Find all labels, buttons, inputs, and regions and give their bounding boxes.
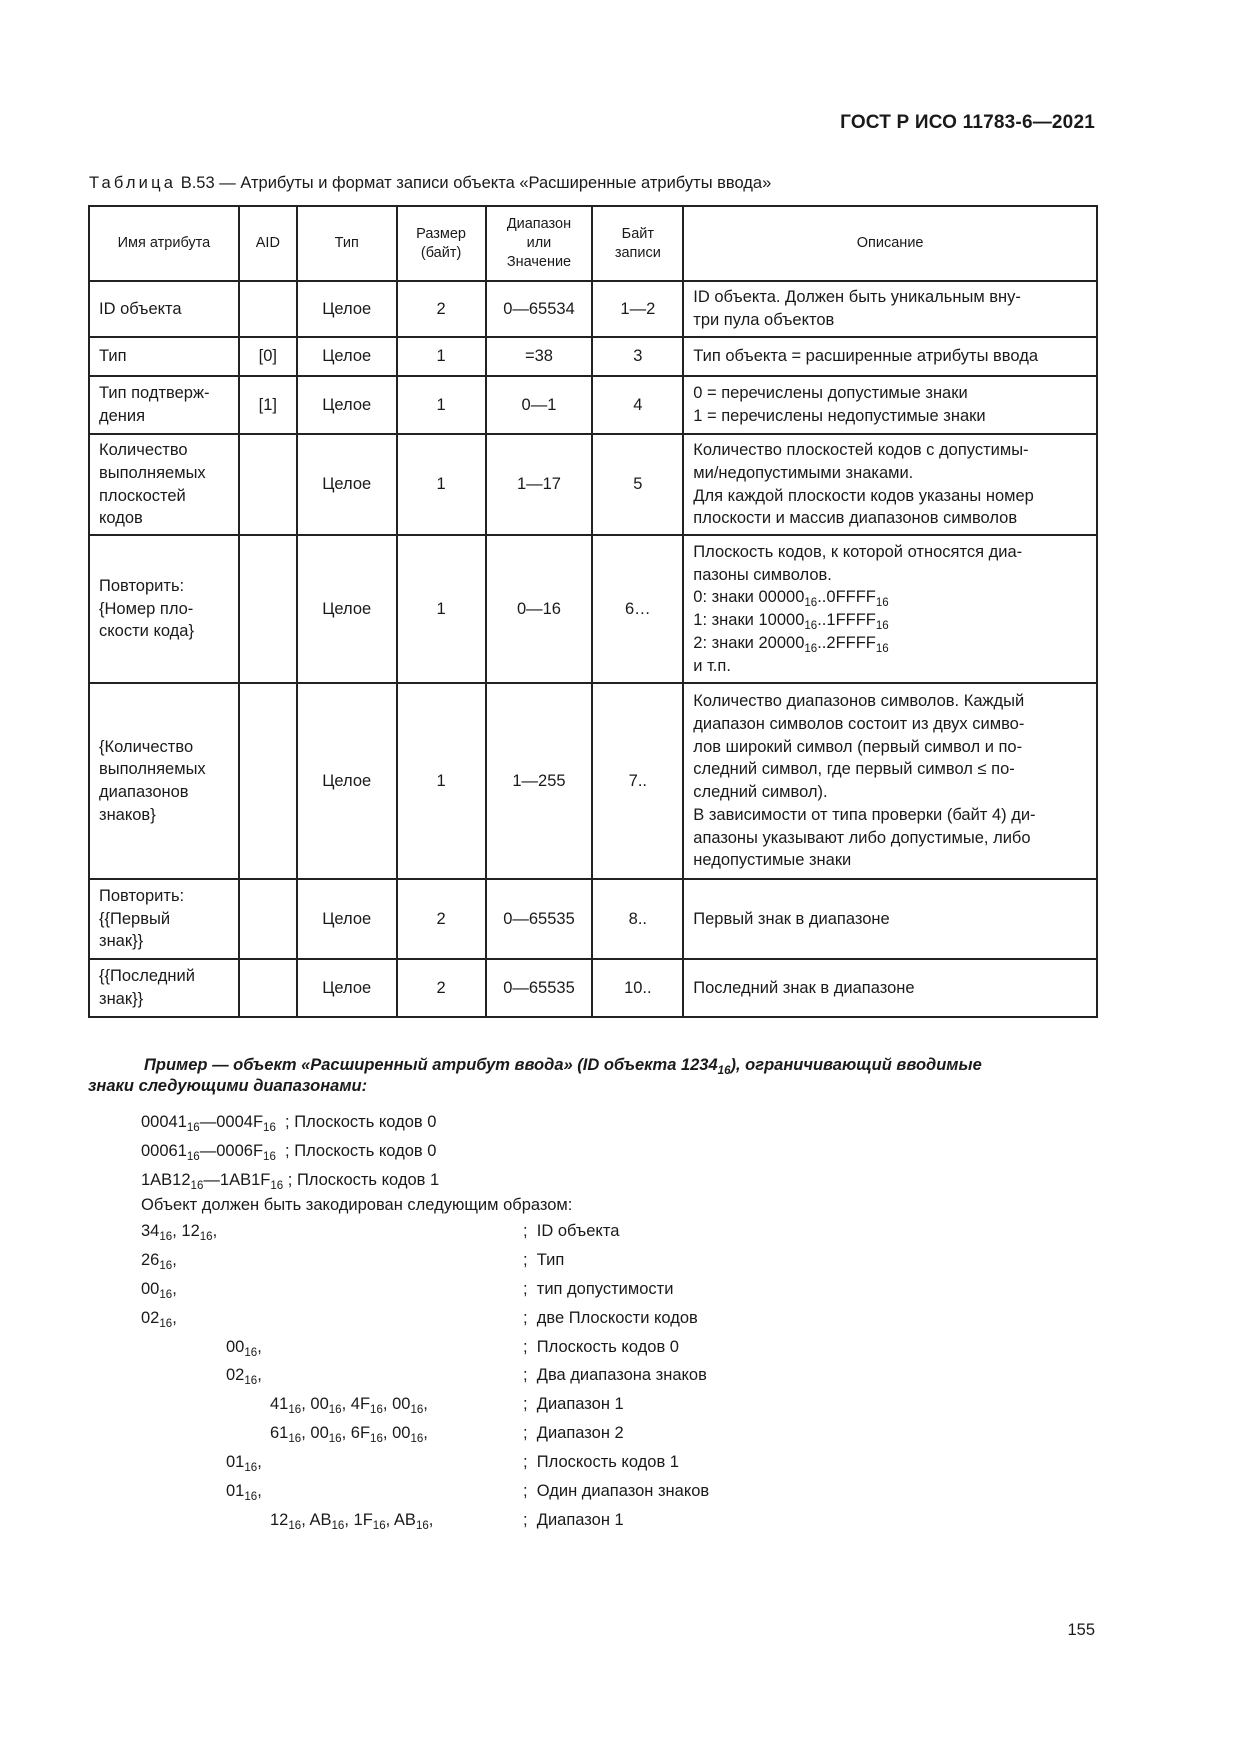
cell-line: три пула объектов xyxy=(693,311,835,329)
code-comment: ; ID объекта xyxy=(523,1222,620,1240)
cell-line: Количество диапазонов символов. Каждый xyxy=(693,692,1025,710)
cell-range: 1—255 xyxy=(486,683,593,879)
code-values: $12_{16}$, $AB_{16}$, $1F_{16}$, $AB_{16}$, xyxy=(270,1511,434,1533)
code-comment: ; Плоскость кодов 1 xyxy=(523,1453,679,1471)
code-plane-line: 1: знаки $10000_{16}..1FFFF_{16}$ xyxy=(693,611,889,633)
header-aid: AID xyxy=(239,206,297,281)
code-plane-line: 0: знаки $00000_{16}..0FFFF_{16}$ xyxy=(693,588,889,610)
range-line: $1AB12_{16}—1AB1F_{16}$ ; Плоскость кодов 1 xyxy=(141,1171,440,1193)
cell-line: диапазонов xyxy=(99,783,189,802)
cell-line: выполняемых xyxy=(99,463,206,482)
document-header: ГОСТ Р ИСО 11783-6—2021 xyxy=(840,112,1095,133)
cell-line: {{Последний xyxy=(99,967,195,986)
cell-line: 0 = перечислены допустимые знаки xyxy=(693,384,968,403)
cell-type: Целое xyxy=(297,337,397,376)
header-range-line: или xyxy=(526,235,552,252)
code-comment: ; Один диапазон знаков xyxy=(523,1482,710,1500)
code-comment: ; Диапазон 2 xyxy=(523,1424,624,1442)
cell-line: апазоны указывают либо допустимые, либо xyxy=(693,828,1031,847)
cell-aid: [1] xyxy=(239,376,297,434)
cell-line: выполняемых xyxy=(99,760,206,779)
header-size-line: Размер xyxy=(416,225,466,242)
cell-line: и т.п. xyxy=(693,656,731,675)
cell-aid xyxy=(239,959,297,1017)
cell-line: Повторить: xyxy=(99,886,185,905)
cell-size: 2 xyxy=(397,959,486,1017)
caption-label: Таблица xyxy=(89,174,177,192)
code-values: $41_{16}$, $00_{16}$, $4F_{16}$, $00_{16}$, xyxy=(270,1395,428,1417)
cell-size: 1 xyxy=(397,376,486,434)
range-line: $00061_{16}—0006F_{16}$ ; Плоскость кодов 0 xyxy=(141,1142,437,1164)
cell-size: 1 xyxy=(397,683,486,879)
table-row xyxy=(89,879,1097,959)
cell-byte: 1—2 xyxy=(592,281,683,337)
cell-byte: 5 xyxy=(592,434,683,535)
encode-text: Объект должен быть закодирован следующим образом: xyxy=(141,1196,573,1214)
cell-desc xyxy=(683,434,1097,535)
header-type: Тип xyxy=(297,206,397,281)
header-byte-line: записи xyxy=(614,244,661,261)
cell-range: 0—16 xyxy=(486,535,593,683)
cell-line: кодов xyxy=(99,509,143,528)
cell-aid xyxy=(239,434,297,535)
table-row xyxy=(89,434,1097,535)
cell-name xyxy=(89,959,239,1017)
cell-byte: 10.. xyxy=(592,959,683,1017)
cell-name xyxy=(89,376,239,434)
cell-range: 1—17 xyxy=(486,434,593,535)
cell-aid xyxy=(239,281,297,337)
cell-line: Повторить: xyxy=(99,576,185,595)
cell-aid: [0] xyxy=(239,337,297,376)
cell-line: недопустимые знаки xyxy=(693,851,852,870)
cell-type: Целое xyxy=(297,959,397,1017)
cell-line: знак}} xyxy=(99,932,144,951)
example-title xyxy=(88,1055,1098,1098)
code-comment: ; Диапазон 1 xyxy=(523,1395,624,1413)
cell-desc xyxy=(683,337,1097,376)
header-range-line: Диапазон xyxy=(506,216,572,233)
cell-byte: 7.. xyxy=(592,683,683,879)
cell-line: следний символ, где первый символ ≤ по- xyxy=(693,760,1015,779)
cell-range: 0—65535 xyxy=(486,959,593,1017)
table-caption xyxy=(89,174,771,193)
cell-line: Количество плоскостей кодов с допустимы- xyxy=(693,441,1029,459)
cell-line: скости кода} xyxy=(99,622,194,641)
cell-line: {Количество xyxy=(99,737,194,756)
cell-aid xyxy=(239,683,297,879)
code-comment: ; Два диапазона знаков xyxy=(523,1366,707,1384)
cell-size: 1 xyxy=(397,434,486,535)
cell-desc xyxy=(683,281,1097,337)
table-header-row xyxy=(89,206,1097,281)
table-row xyxy=(89,535,1097,683)
cell-type: Целое xyxy=(297,683,397,879)
cell-byte: 4 xyxy=(592,376,683,434)
cell-line: пазоны символов. xyxy=(693,565,832,584)
code-comment: ; Плоскость кодов 0 xyxy=(523,1338,679,1356)
cell-line: ID объекта. Должен быть уникальным вну- xyxy=(693,288,1021,307)
cell-line: дения xyxy=(99,407,146,425)
code-values: $00_{16}$, xyxy=(141,1280,177,1302)
cell-line: лов широкий символ (первый символ и по- xyxy=(693,737,1023,756)
example-title-line: знаки следующими диапазонами: xyxy=(88,1077,368,1096)
cell-desc xyxy=(683,683,1097,879)
header-byte-line: Байт xyxy=(621,225,654,242)
cell-line: ми/недопустимыми знаками. xyxy=(693,463,914,482)
code-values: $26_{16}$, xyxy=(141,1251,177,1273)
cell-line: плоскости и массив диапазонов символов xyxy=(693,509,1018,528)
caption-text: B.53 — Атрибуты и формат записи объекта «Расширенные атрибуты ввода» xyxy=(180,174,772,192)
cell-size: 2 xyxy=(397,281,486,337)
cell-desc xyxy=(683,959,1097,1017)
code-comment: ; тип допустимости xyxy=(523,1280,674,1298)
header-range xyxy=(486,206,593,281)
cell-line: знаков} xyxy=(99,805,156,824)
cell-name xyxy=(89,281,239,337)
cell-line: {Номер пло- xyxy=(99,599,194,618)
table-row xyxy=(89,376,1097,434)
cell-byte: 3 xyxy=(592,337,683,376)
cell-line: ID объекта xyxy=(99,299,182,318)
cell-line: Тип подтверж- xyxy=(99,384,210,403)
cell-line: {{Первый xyxy=(99,909,171,928)
range-line: $00041_{16}—0004F_{16}$ ; Плоскость кодов 0 xyxy=(141,1113,437,1135)
cell-name xyxy=(89,683,239,879)
cell-type: Целое xyxy=(297,434,397,535)
header-name: Имя атрибута xyxy=(89,206,239,281)
code-values: $01_{16}$, xyxy=(226,1482,262,1504)
cell-name xyxy=(89,337,239,376)
code-values: $02_{16}$, xyxy=(141,1309,177,1331)
attributes-table xyxy=(88,205,1098,1018)
code-values: $34_{16}$, $12_{16}$, xyxy=(141,1222,218,1244)
cell-byte: 8.. xyxy=(592,879,683,959)
cell-line: Для каждой плоскости кодов указаны номер xyxy=(693,486,1034,505)
cell-line: Тип объекта = расширенные атрибуты ввода xyxy=(693,347,1039,366)
cell-line: Последний знак в диапазоне xyxy=(693,978,915,997)
code-comment: ; Диапазон 1 xyxy=(523,1511,624,1529)
header-size-line: (байт) xyxy=(420,244,462,261)
cell-type: Целое xyxy=(297,535,397,683)
code-comment: ; Тип xyxy=(523,1251,565,1269)
cell-range: 0—65535 xyxy=(486,879,593,959)
cell-size: 1 xyxy=(397,535,486,683)
code-values: $00_{16}$, xyxy=(226,1338,262,1360)
cell-line: В зависимости от типа проверки (байт 4) ди- xyxy=(693,805,1036,824)
cell-line: следний символ). xyxy=(693,783,828,802)
code-values: $61_{16}$, $00_{16}$, $6F_{16}$, $00_{16}$, xyxy=(270,1424,428,1446)
header-byte xyxy=(592,206,683,281)
code-comment: ; две Плоскости кодов xyxy=(523,1309,698,1327)
cell-range: 0—1 xyxy=(486,376,593,434)
cell-size: 2 xyxy=(397,879,486,959)
cell-aid xyxy=(239,879,297,959)
cell-line: плоскостей xyxy=(99,486,186,505)
cell-line: 1 = перечислены недопустимые знаки xyxy=(693,407,986,425)
page-number: 155 xyxy=(1067,1621,1095,1639)
table-row xyxy=(89,281,1097,337)
cell-type: Целое xyxy=(297,376,397,434)
example-title-line: Пример — объект «Расширенный атрибут ввода» (ID объекта $1234_{16}$), ограничивающий вводимые xyxy=(144,1056,982,1078)
cell-desc xyxy=(683,376,1097,434)
cell-line: Тип xyxy=(99,347,127,366)
cell-name xyxy=(89,535,239,683)
cell-range: 0—65534 xyxy=(486,281,593,337)
cell-desc xyxy=(683,535,1097,683)
cell-byte: 6… xyxy=(592,535,683,683)
cell-size: 1 xyxy=(397,337,486,376)
table-row xyxy=(89,959,1097,1017)
header-size xyxy=(397,206,486,281)
code-values: $01_{16}$, xyxy=(226,1453,262,1475)
code-values: $02_{16}$, xyxy=(226,1366,262,1388)
cell-line: диапазон символов состоит из двух симво- xyxy=(693,714,1025,733)
cell-line: Плоскость кодов, к которой относятся диа- xyxy=(693,542,1023,561)
code-plane-line: 2: знаки $20000_{16}..2FFFF_{16}$ xyxy=(693,633,889,655)
header-desc: Описание xyxy=(683,206,1097,281)
cell-line: Первый знак в диапазоне xyxy=(693,909,890,928)
cell-name xyxy=(89,879,239,959)
table-row xyxy=(89,683,1097,879)
cell-type: Целое xyxy=(297,281,397,337)
cell-type: Целое xyxy=(297,879,397,959)
cell-line: знак}} xyxy=(99,990,144,1009)
cell-desc xyxy=(683,879,1097,959)
cell-aid xyxy=(239,535,297,683)
header-range-line: Значение xyxy=(506,253,572,270)
table-row xyxy=(89,337,1097,376)
cell-name xyxy=(89,434,239,535)
cell-line: Количество xyxy=(99,441,188,459)
cell-range: =38 xyxy=(486,337,593,376)
